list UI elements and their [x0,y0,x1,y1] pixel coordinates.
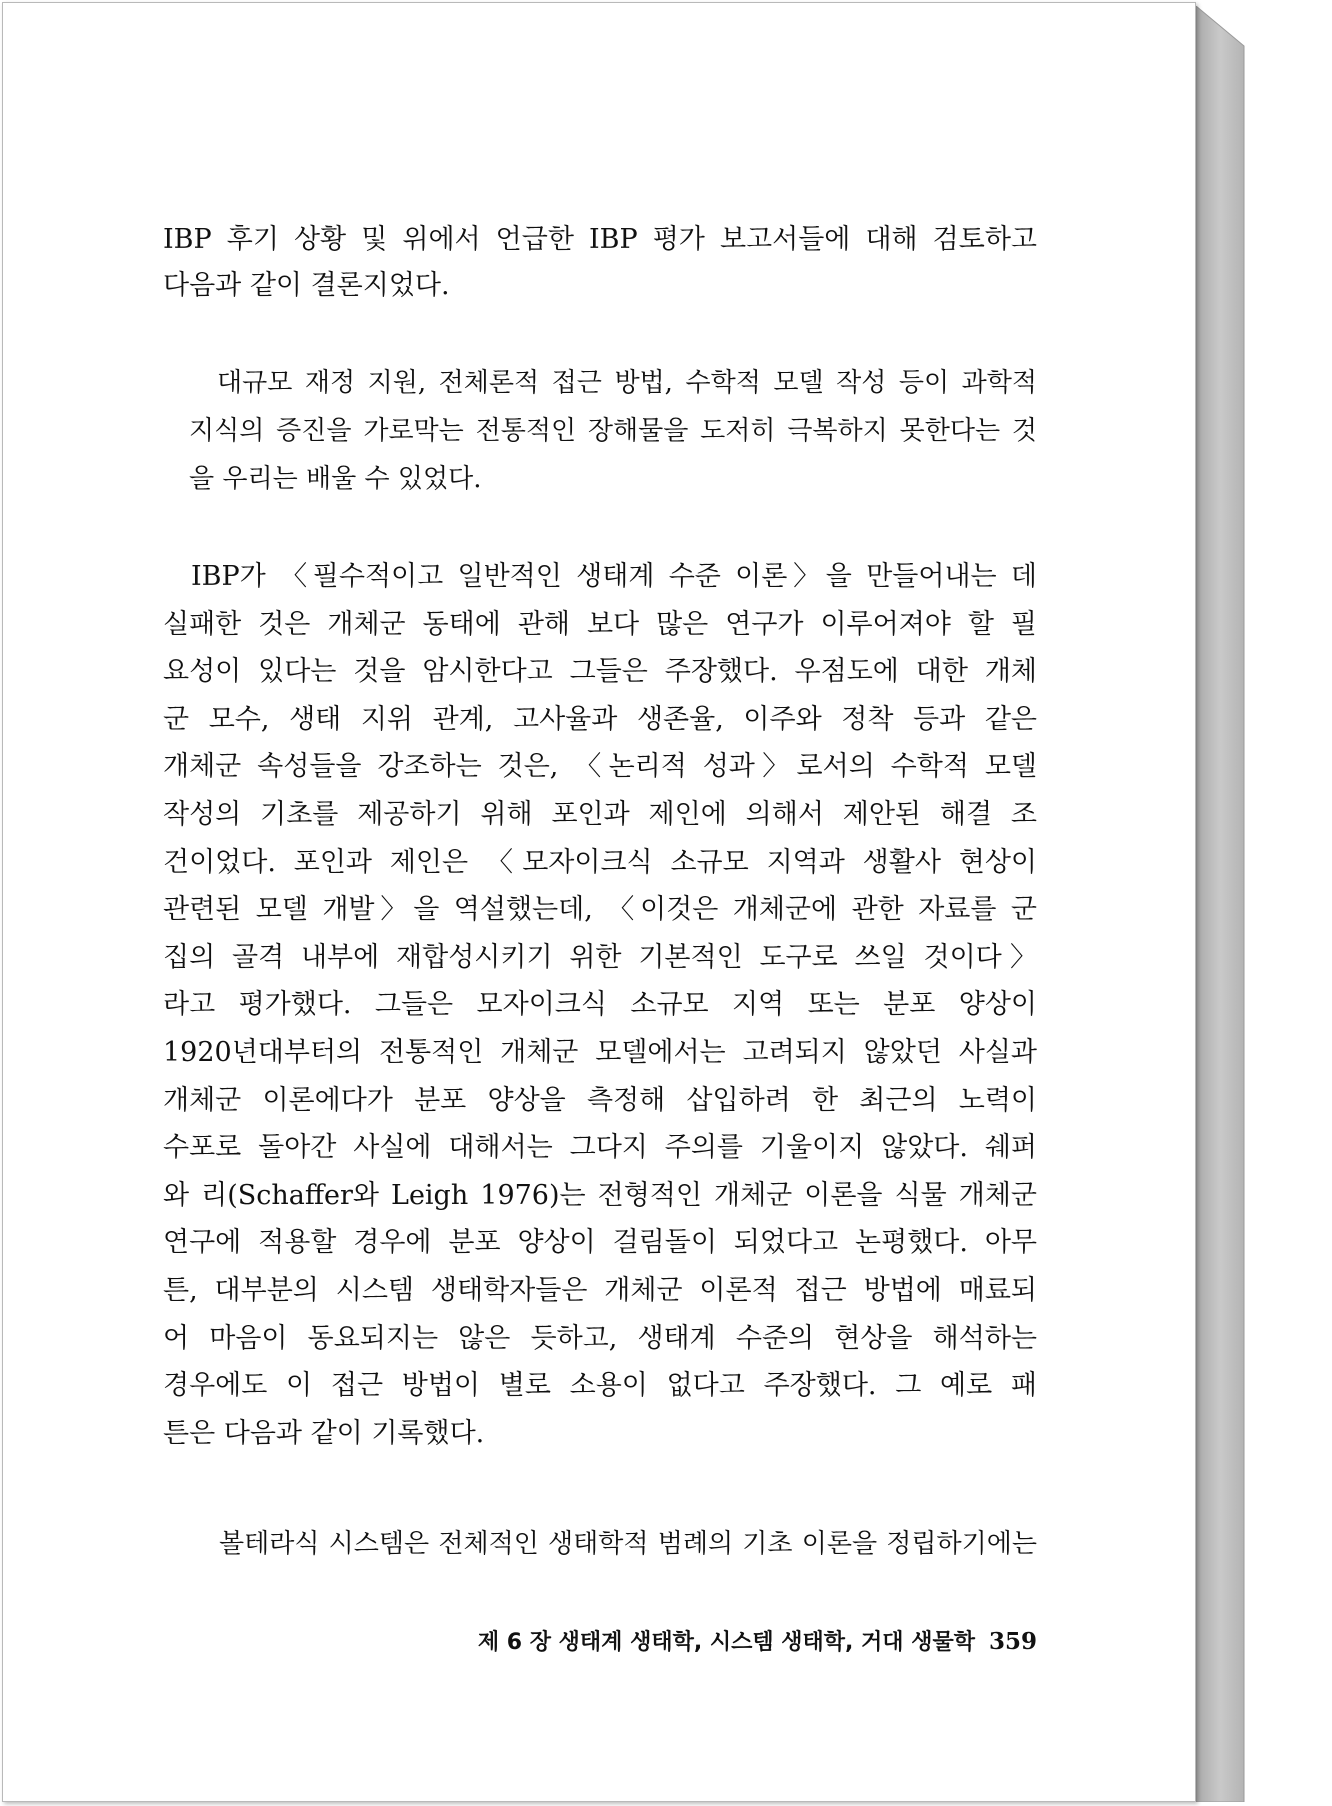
text-line: 집의 골격 내부에 재합성시키기 위한 기본적인 도구로 쓰일 것이다〉 [163,941,1037,973]
text-line: 라고 평가했다. 그들은 모자이크식 소규모 지역 또는 분포 양상이 [163,989,1037,1021]
text-line: 1920년대부터의 전통적인 개체군 모델에서는 고려되지 않았던 사실과 [163,1036,1037,1068]
text-line: 어 마음이 동요되지는 않은 듯하고, 생태계 수준의 현상을 해석하는 [163,1322,1037,1354]
text-line: 볼테라식 시스템은 전체적인 생태학적 범례의 기초 이론을 정립하기에는 [219,1529,1037,1559]
text-line: 개체군 이론에다가 분포 양상을 측정해 삽입하려 한 최근의 노력이 [163,1084,1037,1116]
text-line: 관련된 모델 개발〉을 역설했는데, 〈이것은 개체군에 관한 자료를 군 [163,894,1037,926]
text-line: 수포로 돌아간 사실에 대해서는 그다지 주의를 기울이지 않았다. 쉐퍼 [163,1132,1037,1164]
text-line: 건이었다. 포인과 제인은 〈모자이크식 소규모 지역과 생활사 현상이 [163,846,1037,878]
text-line: 연구에 적용할 경우에 분포 양상이 걸림돌이 되었다고 논평했다. 아무 [163,1227,1037,1259]
page-number: 359 [988,1628,1037,1655]
text-line: 경우에도 이 접근 방법이 별로 소용이 없다고 주장했다. 그 예로 패 [163,1370,1037,1402]
text-line: 군 모수, 생태 지위 관계, 고사율과 생존율, 이주와 정착 등과 같은 [163,703,1037,735]
paragraph-2 [163,553,1037,1457]
text-line: 실패한 것은 개체군 동태에 관해 보다 많은 연구가 이루어져야 할 필 [163,608,1037,640]
text-line: IBP가 〈필수적이고 일반적인 생태계 수준 이론〉을 만들어내는 데 [191,561,1037,592]
block-quote-2 [163,1521,1037,1567]
text-line: 을 우리는 배울 수 있었다. [189,464,482,494]
paragraph-1 [163,217,1037,309]
text-line: 튼, 대부분의 시스템 생태학자들은 개체군 이론적 접근 방법에 매료되 [163,1274,1037,1306]
text-line: 대규모 재정 지원, 전체론적 접근 방법, 수학적 모델 작성 등이 과학적 [217,368,1037,398]
text-line: 튼은 다음과 같이 기록했다. [163,1417,485,1449]
book-page-edge [1196,6,1252,1802]
text-line: 지식의 증진을 가로막는 전통적인 장해물을 도저히 극복하지 못한다는 것 [189,416,1037,446]
text-line: 요성이 있다는 것을 암시한다고 그들은 주장했다. 우점도에 대한 개체 [163,656,1037,688]
chapter-title: 제 6 장 생태계 생태학, 시스템 생태학, 거대 생물학 [477,1630,975,1655]
text-line: 와 리(Schaffer와 Leigh 1976)는 전형적인 개체군 이론을 식물 개체군 [163,1179,1037,1211]
block-quote-1 [189,359,1037,503]
text-line: 작성의 기초를 제공하기 위해 포인과 제인에 의해서 제안된 해결 조 [163,798,1037,830]
text-line: 다음과 같이 결론지었다. [163,270,450,301]
running-footer [443,1625,1037,1656]
text-line: IBP 후기 상황 및 위에서 언급한 IBP 평가 보고서들에 대해 검토하고 [163,224,1037,255]
text-line: 개체군 속성들을 강조하는 것은, 〈논리적 성과〉로서의 수학적 모델 [163,751,1037,783]
book-page [2,2,1196,1802]
